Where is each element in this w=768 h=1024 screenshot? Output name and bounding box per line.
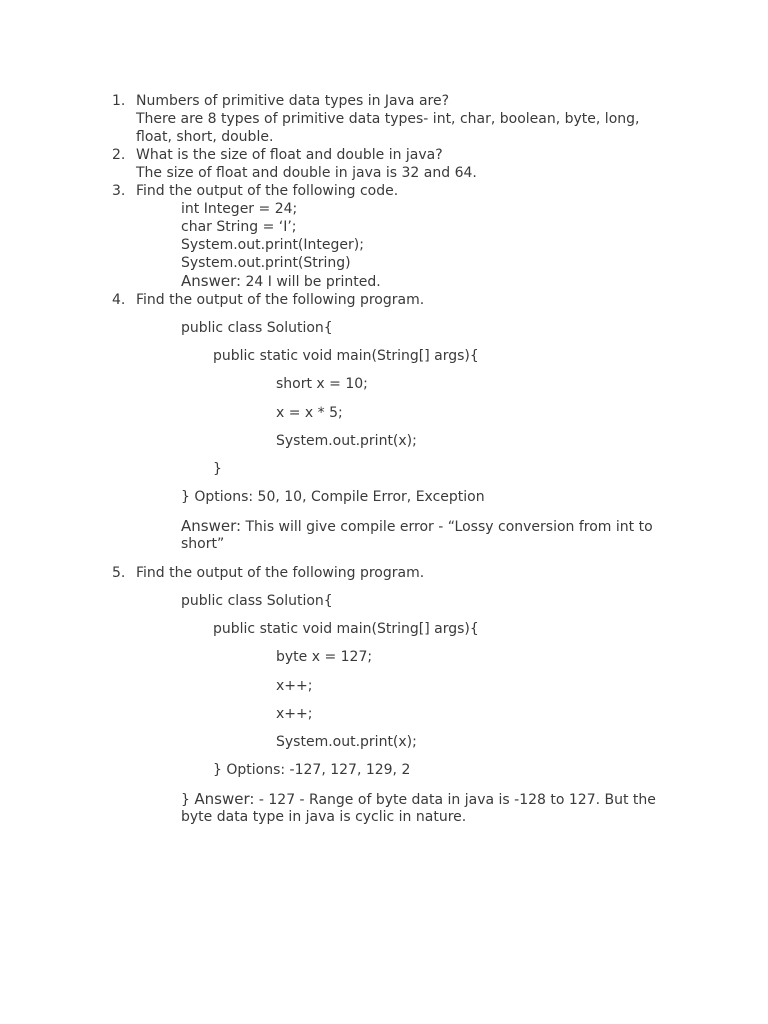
answer-label: Answer: [181, 517, 242, 535]
answer-label: Answer: [194, 790, 255, 808]
q5-code-line: x++; [276, 706, 313, 722]
q5-text: Find the output of the following program. [136, 565, 425, 581]
q1-number: 1. [112, 93, 126, 109]
q1-text: Numbers of primitive data types in Java are? [136, 93, 450, 109]
q2-text: What is the size of float and double in java? [136, 147, 443, 163]
q4-code-line: public class Solution{ [181, 320, 333, 336]
q3-code-line: System.out.print(Integer); [181, 237, 364, 253]
q3-number: 3. [112, 183, 126, 199]
q4-number: 4. [112, 292, 126, 308]
q5-answer-line2: byte data type in java is cyclic in nature. [181, 809, 467, 825]
q5-answer [181, 790, 656, 809]
q3-code-line: System.out.print(String) [181, 255, 351, 271]
q1-answer-line2: float, short, double. [136, 129, 274, 145]
q4-code-line: short x = 10; [276, 376, 368, 392]
q2-answer-line1: The size of float and double in java is 32 and 64. [136, 165, 477, 181]
answer-label: Answer: [181, 272, 242, 290]
q5-code-line: System.out.print(x); [276, 734, 417, 750]
q3-answer [181, 272, 381, 291]
answer-text: This will give compile error - “Lossy conversion from int to [245, 519, 653, 535]
answer-text: 24 I will be printed. [245, 274, 381, 290]
q5-code-line: public class Solution{ [181, 593, 333, 609]
q1-answer-line1: There are 8 types of primitive data types- int, char, boolean, byte, long, [136, 111, 640, 127]
q3-code-line: int Integer = 24; [181, 201, 298, 217]
answer-text: - 127 - Range of byte data in java is -128 to 127. But the [258, 792, 656, 808]
q4-options: } Options: 50, 10, Compile Error, Exception [181, 489, 485, 505]
q2-number: 2. [112, 147, 126, 163]
q4-code-line: } [213, 461, 222, 477]
q4-code-line: System.out.print(x); [276, 433, 417, 449]
q5-number: 5. [112, 565, 126, 581]
q5-code-line: x++; [276, 678, 313, 694]
q3-code-line: char String = ‘I’; [181, 219, 297, 235]
q4-text: Find the output of the following program. [136, 292, 425, 308]
q4-code-line: public static void main(String[] args){ [213, 348, 479, 364]
q5-code-line: public static void main(String[] args){ [213, 621, 479, 637]
answer-prefix: } [181, 792, 190, 808]
q3-text: Find the output of the following code. [136, 183, 399, 199]
q5-options: } Options: -127, 127, 129, 2 [213, 762, 411, 778]
q4-answer-line2: short” [181, 536, 225, 552]
q4-answer [181, 517, 653, 536]
q4-code-line: x = x * 5; [276, 405, 343, 421]
q5-code-line: byte x = 127; [276, 649, 373, 665]
